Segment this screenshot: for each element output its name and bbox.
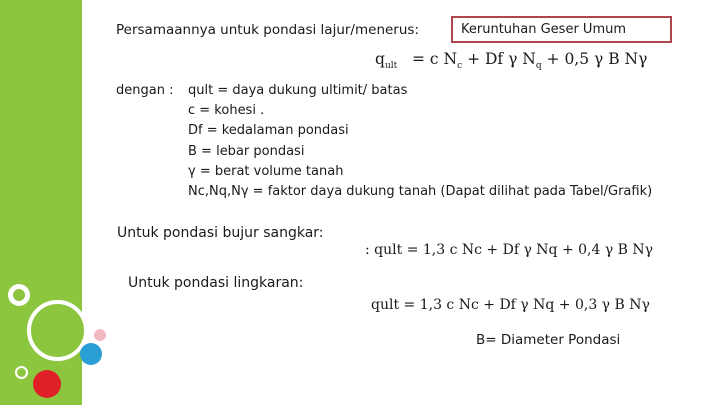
definition-item: qult = daya dukung ultimit/ batas [188,83,408,98]
diameter-note: B= Diameter Pondasi [476,332,621,348]
dengan-label: dengan : [116,83,174,98]
decorative-circle-blue [80,343,102,365]
definition-item: Df = kedalaman pondasi [188,123,349,138]
decorative-circle-small-green [13,289,25,301]
decorative-circle-pink [94,329,106,341]
bujur-sangkar-label: Untuk pondasi bujur sangkar: [117,225,324,241]
lingkaran-label: Untuk pondasi lingkaran: [128,275,304,291]
formula-main: $q_{ult}$ = c $N_c + Df$ γ $N_q + 0,5$ γ B Nγ [375,50,648,72]
definition-item: Nc,Nq,Nγ = faktor daya dukung tanah (Dapat dilihat pada Tabel/Grafik) [188,184,653,199]
definition-item: γ = berat volume tanah [188,164,344,179]
decorative-circle-tiny-green [15,366,28,379]
formula-bujur-sangkar: : qult = 1,3 c Nc + Df γ Nq + 0,4 γ B Nγ [365,242,654,258]
formula-lingkaran: qult = 1,3 c Nc + Df γ Nq + 0,3 γ B Nγ [371,297,650,313]
decorative-circle-red [33,370,61,398]
definition-item: B = lebar pondasi [188,144,305,159]
definition-item: c = kohesi . [188,103,265,118]
slide-title: Persamaannya untuk pondasi lajur/menerus: [116,22,419,38]
decorative-circle-large-green [27,300,88,361]
keruntuhan-box: Keruntuhan Geser Umum [451,16,672,43]
